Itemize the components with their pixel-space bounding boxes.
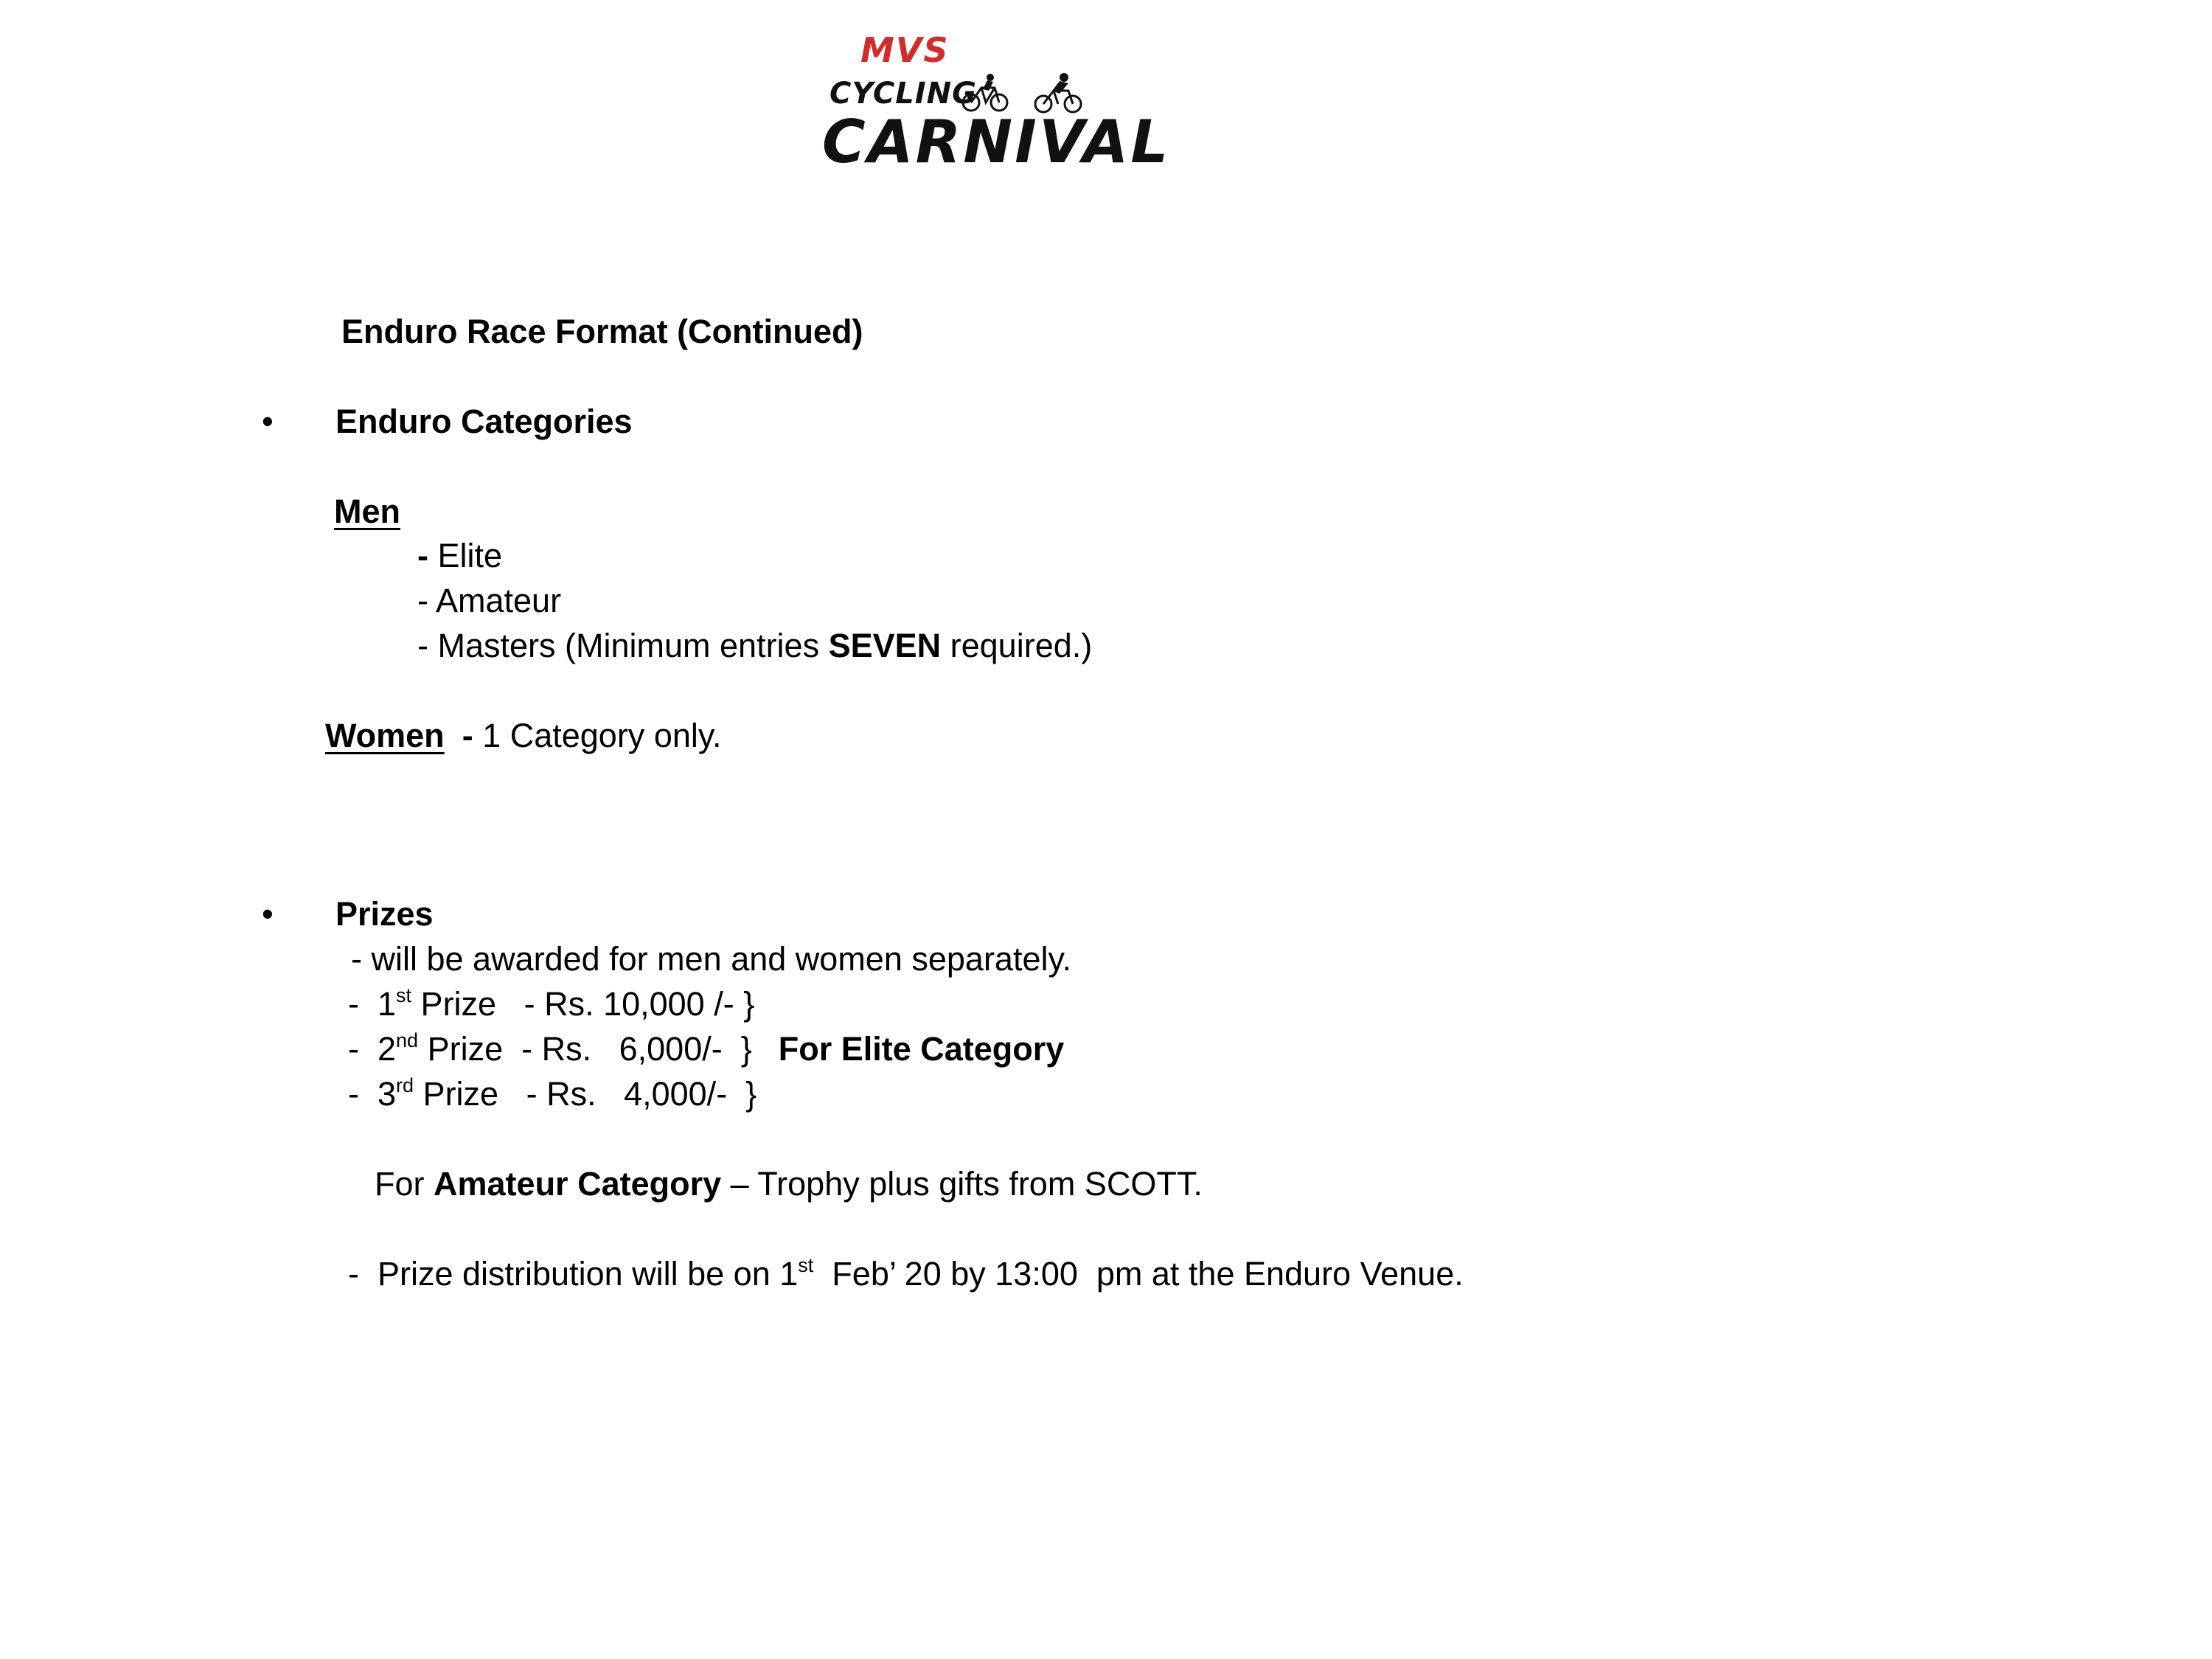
- women-label: Women: [325, 717, 445, 754]
- prize-sup: st: [396, 984, 412, 1006]
- bullet-prizes: •: [262, 895, 274, 933]
- prize-post: Prize - Rs. 4,000/- }: [414, 1075, 757, 1113]
- prizes-title: Prizes: [335, 895, 434, 933]
- distribution-sup: st: [798, 1254, 814, 1276]
- amateur-prize-line: [375, 1165, 1203, 1203]
- logo-mvs: MVS: [860, 30, 950, 70]
- event-logo: [822, 30, 1171, 176]
- distribution-post: Feb’ 20 by 13:00 pm at the Enduro Venue.: [813, 1255, 1464, 1293]
- prize-row-3: [348, 1074, 757, 1113]
- elite-category-note: For Elite Category: [778, 1030, 1065, 1068]
- prize-distribution-line: [348, 1254, 1464, 1293]
- logo-carnival: CARNIVAL: [822, 108, 1171, 176]
- prize-row-1: [348, 984, 755, 1023]
- men-item-text: Elite: [428, 537, 503, 574]
- prize-sup: nd: [396, 1029, 419, 1051]
- men-item-elite: [417, 539, 502, 572]
- categories-title: Enduro Categories: [335, 403, 633, 440]
- logo-cycling: CYCLING: [830, 77, 977, 111]
- prize-row-2: [348, 1029, 1065, 1068]
- prize-post: Prize - Rs. 10,000 /- }: [411, 985, 755, 1023]
- prizes-note: - will be awarded for men and women separately.: [351, 940, 1072, 978]
- amateur-pre: For: [375, 1165, 434, 1203]
- men-item-bold: SEVEN: [828, 627, 942, 664]
- page-heading: Enduro Race Format (Continued): [341, 313, 863, 350]
- prize-pre: - 2: [348, 1030, 397, 1068]
- women-dash: -: [462, 717, 473, 754]
- men-item-text: - Masters (Minimum entries: [417, 627, 829, 664]
- prize-post: Prize - Rs. 6,000/- }: [418, 1030, 752, 1068]
- women-line: [325, 719, 722, 752]
- prize-pre: - 3: [348, 1075, 397, 1113]
- distribution-pre: - Prize distribution will be on 1: [348, 1255, 799, 1293]
- amateur-post: – Trophy plus gifts from SCOTT.: [721, 1165, 1203, 1203]
- men-item-amateur: - Amateur: [417, 582, 562, 619]
- men-item-dash: -: [417, 537, 428, 574]
- women-text: 1 Category only.: [473, 717, 722, 754]
- men-item-masters: [417, 629, 1092, 662]
- bullet-categories: •: [262, 403, 274, 440]
- prize-pre: - 1: [348, 985, 397, 1023]
- prize-sup: rd: [396, 1074, 414, 1096]
- amateur-bold: Amateur Category: [434, 1165, 722, 1203]
- men-label: Men: [334, 493, 400, 530]
- men-item-after: required.): [941, 627, 1093, 664]
